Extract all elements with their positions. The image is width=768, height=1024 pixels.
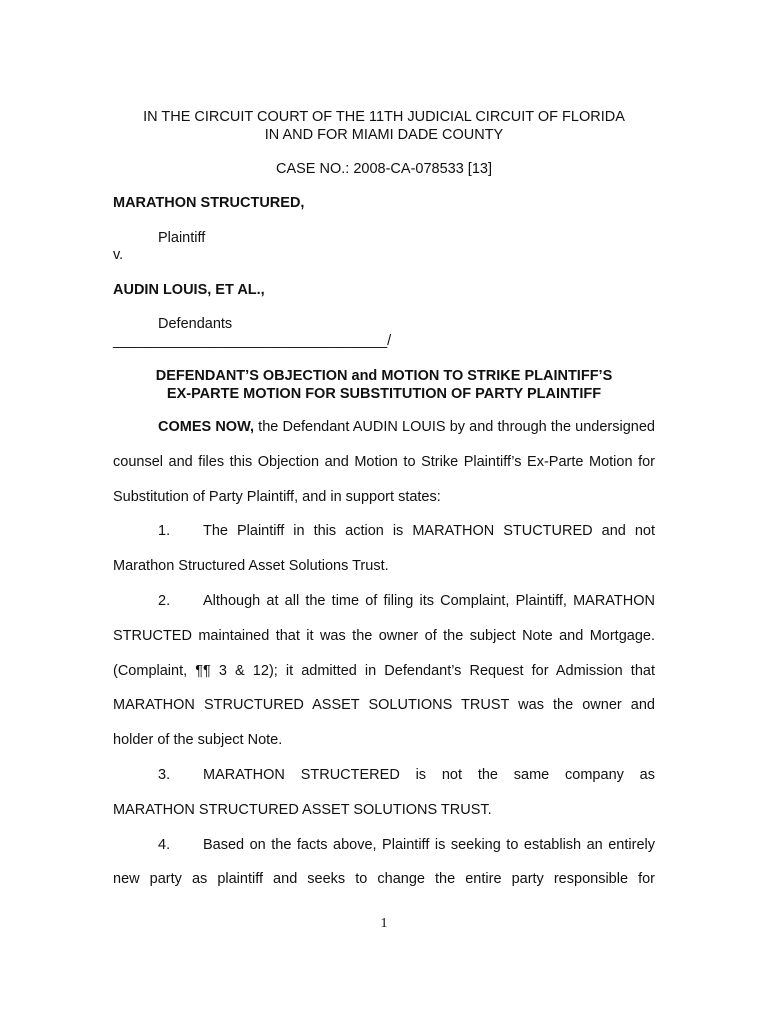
- numbered-paragraph-2: [113, 584, 655, 758]
- intro-text: the Defendant AUDIN LOUIS by and through the undersigned counsel and files this Objection and Motion to Strike Plaintiff’s Ex-Parte Motion for Substitution of Party Plaintiff, and in support states:: [113, 419, 655, 505]
- document-title-line-2: EX-PARTE MOTION FOR SUBSTITUTION OF PARTY PLAINTIFF: [166, 386, 602, 402]
- document-title: [0, 367, 768, 403]
- plaintiff-role: Plaintiff: [158, 230, 206, 246]
- numbered-paragraph-1: [113, 514, 655, 584]
- court-heading-line-2: IN AND FOR MIAMI DADE COUNTY: [264, 127, 504, 143]
- page-number: 1: [380, 916, 388, 931]
- defendant-role: Defendants: [158, 316, 233, 332]
- paragraph-text: Although at all the time of filing its Complaint, Plaintiff, MARATHON STRUCTED maintained that it was the owner of the subject Note and Mortgage. (Complaint, ¶¶ 3 & 12); it admitted in Defendant’s Request for Admission that MARATHON STRUCTURED ASSET SOLUTIONS TRUST was the owner and holder of the subject Note.: [113, 592, 655, 749]
- caption-separator: __________________________________/: [113, 333, 392, 349]
- versus-label: v.: [113, 247, 124, 263]
- paragraph-number: 2.: [158, 592, 171, 609]
- paragraph-number: 4.: [158, 836, 171, 853]
- case-number: CASE NO.: 2008-CA-078533 [13]: [275, 161, 492, 177]
- intro-lead: COMES NOW,: [158, 419, 254, 435]
- plaintiff-name: MARATHON STRUCTURED,: [113, 195, 305, 211]
- intro-paragraph: [113, 410, 655, 514]
- numbered-paragraph-4: [113, 828, 655, 898]
- paragraph-text: MARATHON STRUCTERED is not the same company as MARATHON STRUCTURED ASSET SOLUTIONS TRUST.: [113, 766, 655, 818]
- document-body: [113, 410, 655, 897]
- court-heading: [0, 108, 768, 144]
- paragraph-number: 3.: [158, 766, 171, 783]
- paragraph-number: 1.: [158, 523, 171, 540]
- court-heading-line-1: IN THE CIRCUIT COURT OF THE 11TH JUDICIAL CIRCUIT OF FLORIDA: [143, 109, 625, 125]
- defendant-name: AUDIN LOUIS, ET AL.,: [113, 282, 265, 298]
- document-title-line-1: DEFENDANT’S OBJECTION and MOTION TO STRIKE PLAINTIFF’S: [155, 368, 613, 384]
- paragraph-text: Based on the facts above, Plaintiff is seeking to establish an entirely new party as plaintiff and seeks to change the entire party responsible for: [113, 836, 655, 888]
- paragraph-text: The Plaintiff in this action is MARATHON STUCTURED and not Marathon Structured Asset Solutions Trust.: [113, 523, 655, 575]
- numbered-paragraph-3: [113, 758, 655, 828]
